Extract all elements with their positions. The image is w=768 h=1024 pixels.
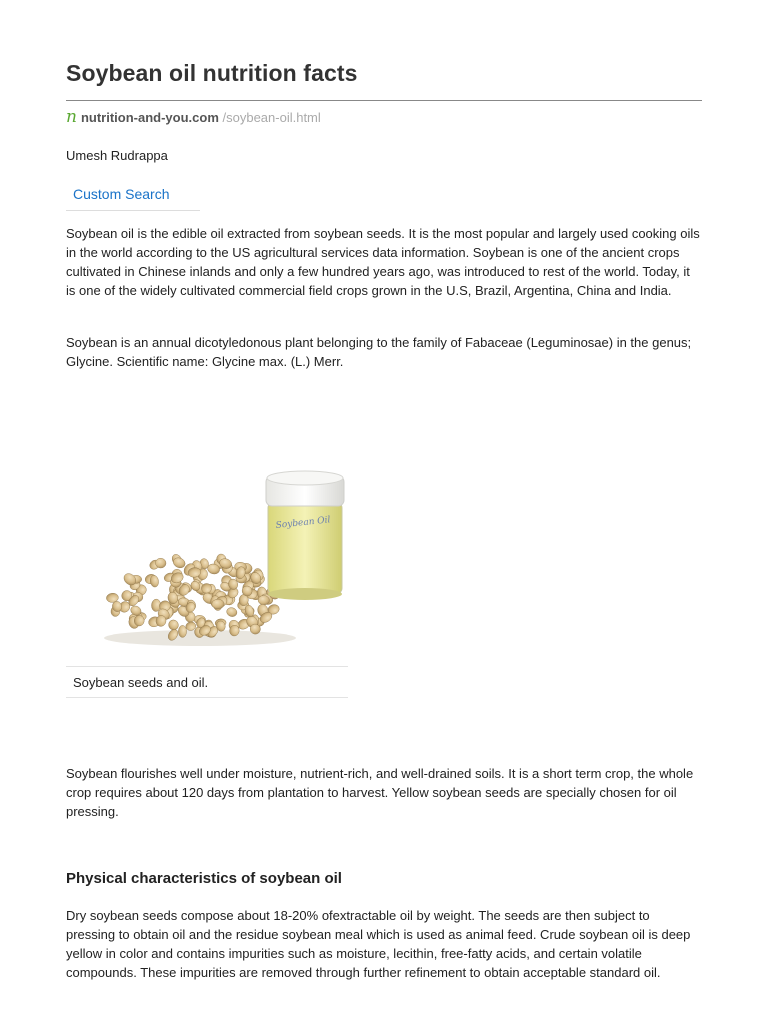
- title-divider: [66, 100, 702, 101]
- author-name: Umesh Rudrappa: [66, 148, 168, 163]
- section-heading: Physical characteristics of soybean oil: [66, 870, 342, 887]
- paragraph-physical: Dry soybean seeds compose about 18-20% ofextractable oil by weight. The seeds are then subject to pressing to obtain oil and the residue soybean meal which is used as animal feed. Crude soybean oil is deep yellow in color and contains impurities such as moisture, lecithin, free-fatty acids, and certain volatile compounds. These impurities are removed through further refinement to obtain acceptable standard oil.: [66, 908, 691, 980]
- image-caption: Soybean seeds and oil.: [73, 675, 209, 690]
- search-divider: [66, 210, 200, 211]
- soybean-seed: [178, 625, 186, 637]
- caption-divider-top: [66, 666, 348, 667]
- custom-search-link[interactable]: Custom Search: [73, 186, 170, 202]
- caption-divider-bottom: [66, 697, 348, 698]
- soybean-seeds-and-oil-image: [90, 466, 376, 650]
- soybean-seed: [212, 599, 225, 609]
- site-logo-icon: n: [66, 107, 77, 127]
- paragraph-botany: Soybean is an annual dicotyledonous plant belonging to the family of Fabaceae (Leguminosae) in the genus; Glycine. Scientific name: Glycine max. (L.) Merr.: [66, 335, 692, 369]
- jar-label-text: Soybean Oil: [275, 515, 331, 531]
- source-path: /soybean-oil.html: [218, 110, 321, 125]
- source-line: [66, 107, 321, 127]
- paragraph-intro: Soybean oil is the edible oil extracted from soybean seeds. It is the most popular and largely used cooking oils in the world according to the US agricultural services data information. Soybean is one of the ancient crops cultivated in Chinese inlands and only a few hundred years ago, was introduced to rest of the world. Today, it is one of the widely cultivated commercial field crops grown in the U.S, Brazil, Argentina, China and India.: [66, 226, 700, 298]
- page-title: Soybean oil nutrition facts: [66, 60, 358, 86]
- source-domain-link[interactable]: nutrition-and-you.com: [80, 110, 219, 125]
- soybean-seed: [225, 606, 238, 618]
- paragraph-cultivation: Soybean flourishes well under moisture, nutrient-rich, and well-drained soils. It is a short term crop, the whole crop requires about 120 days from plantation to harvest. Yellow soybean seeds are specially chosen for oil pressing.: [66, 766, 694, 819]
